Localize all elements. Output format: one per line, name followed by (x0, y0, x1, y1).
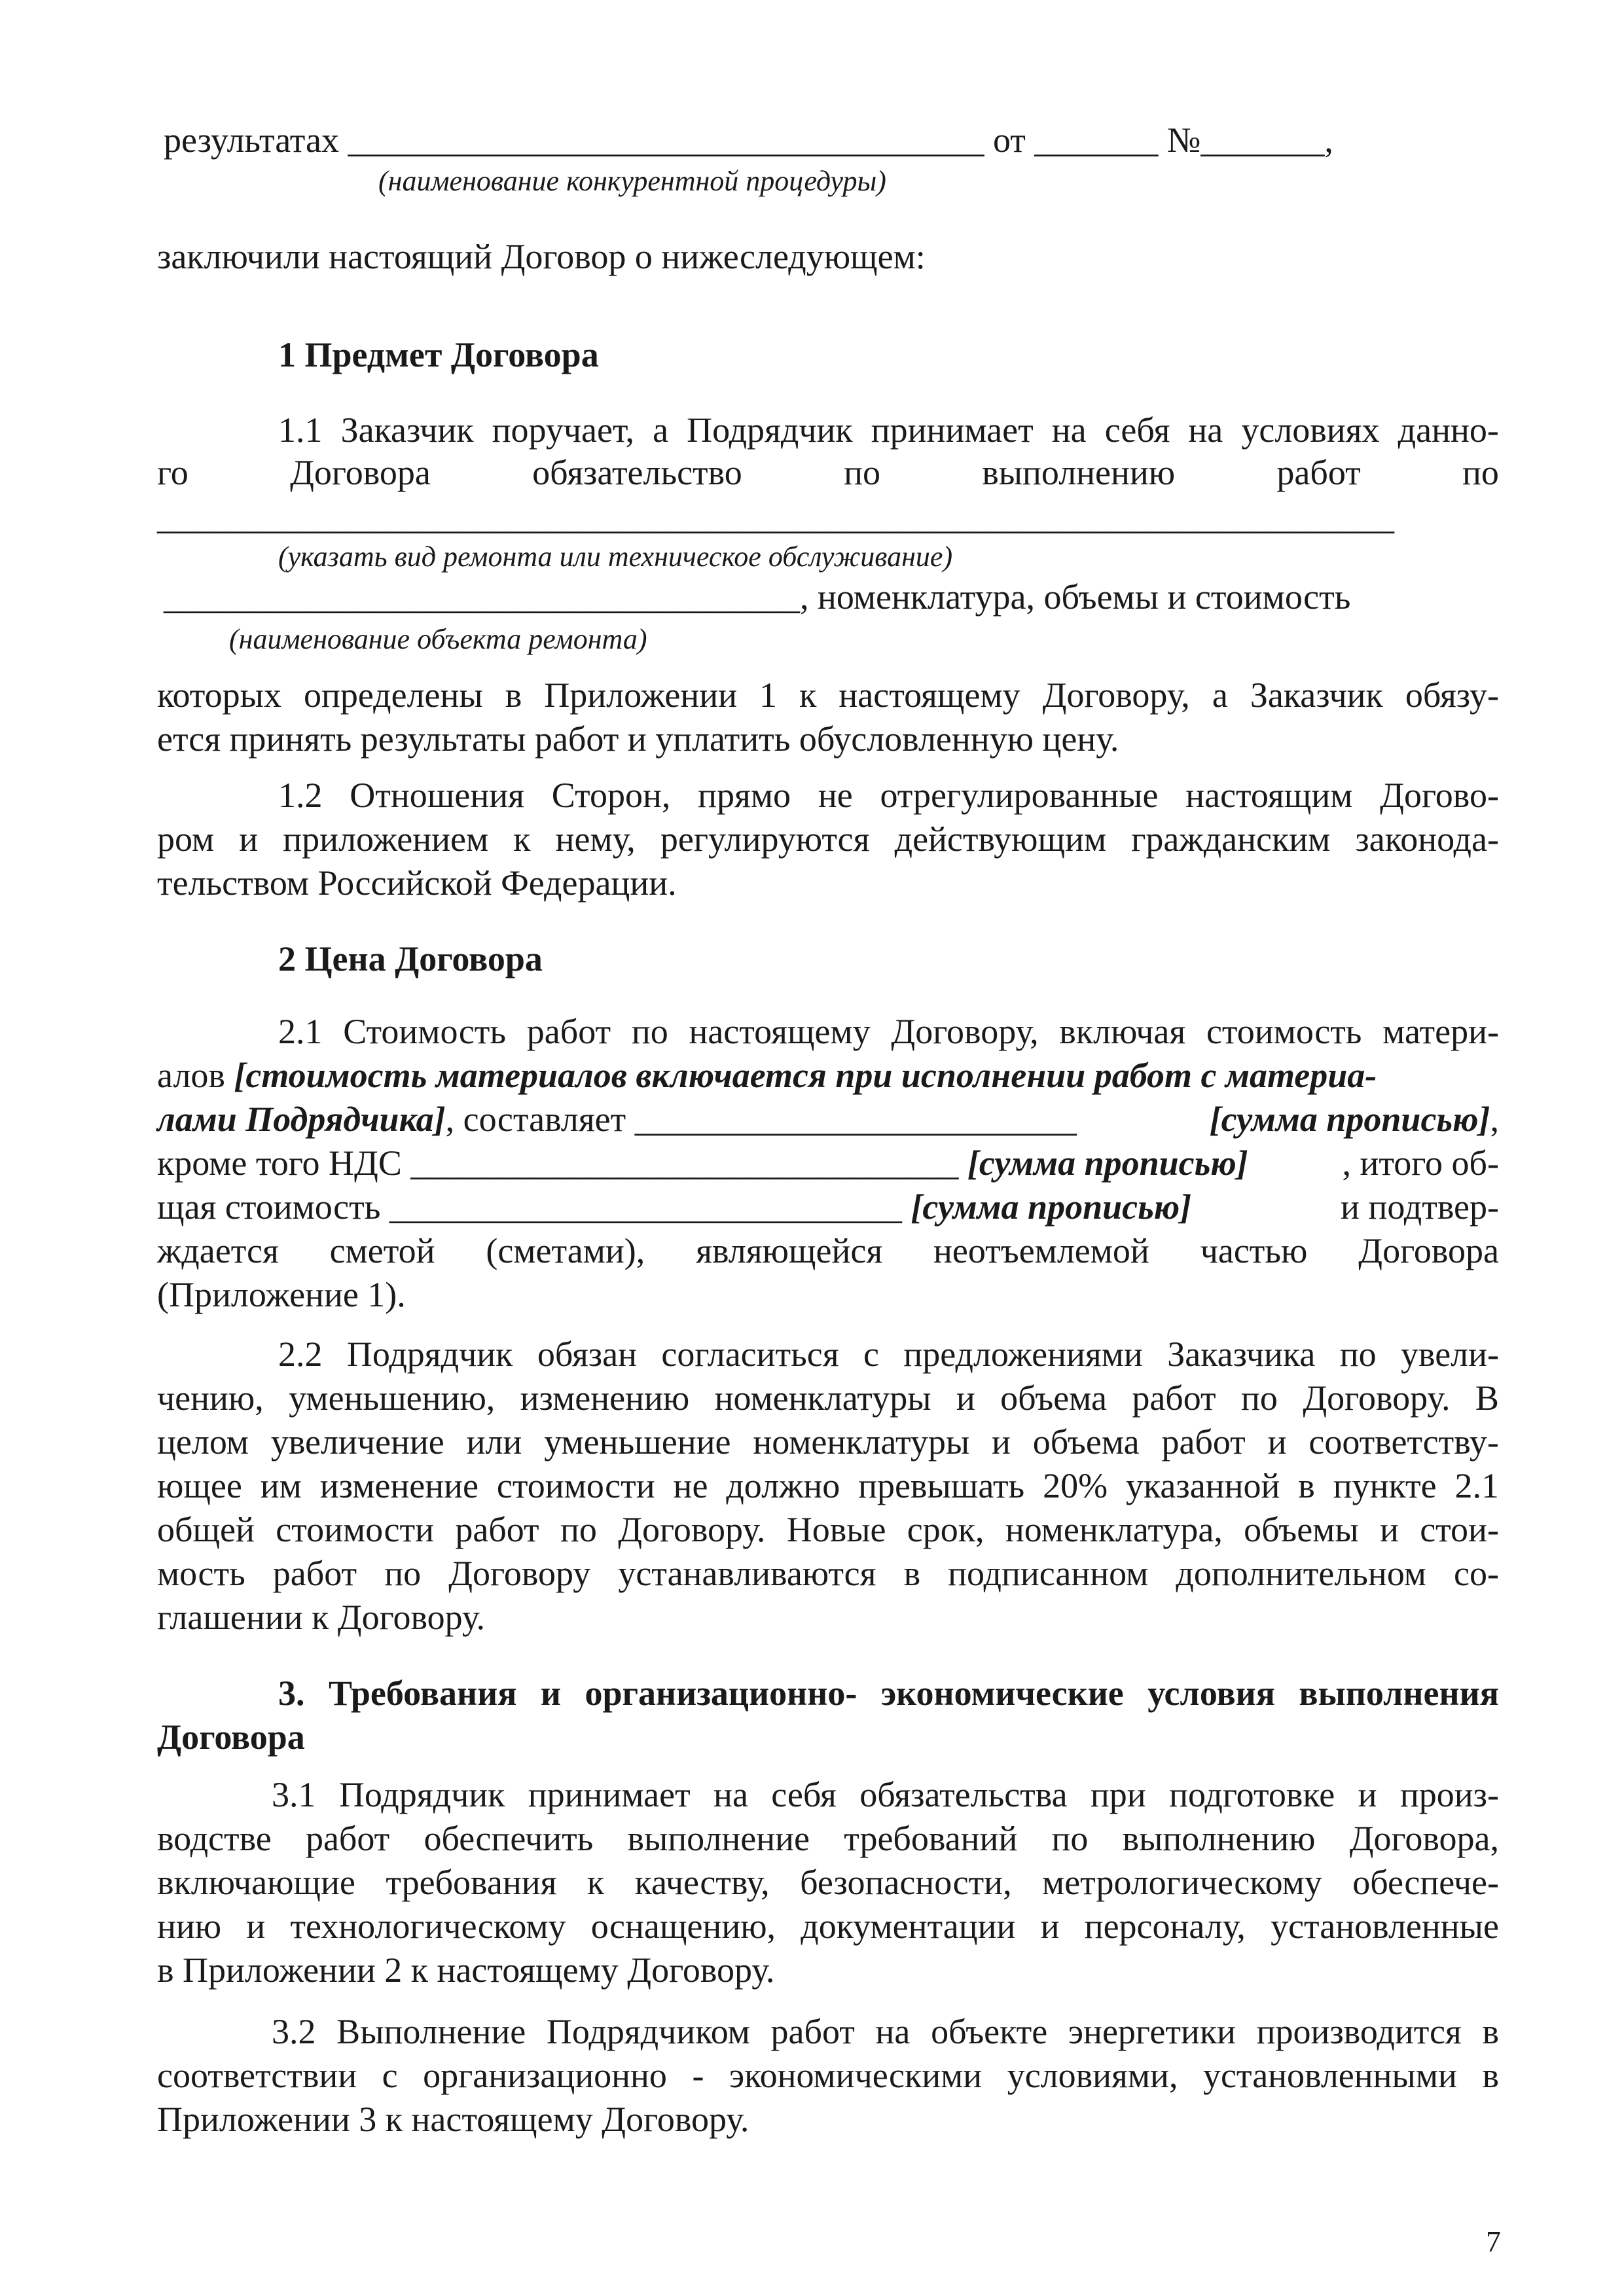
word: водстве (157, 1819, 272, 1858)
word: по (1051, 1819, 1089, 1858)
clause-2-1-line-1 (278, 1011, 1499, 1052)
word: производится (1256, 2012, 1462, 2051)
word: принимает (871, 410, 1034, 450)
word: 2.2 (278, 1335, 323, 1374)
word: которых (157, 675, 281, 715)
clause-1-1-line-6: ется принять результаты работ и уплатить обусловленную цену. (157, 719, 1119, 759)
word: организационно (423, 2056, 667, 2095)
word: с (863, 1335, 879, 1374)
section-1-heading: 1 Предмет Договора (278, 335, 599, 374)
word: регулируются (660, 819, 870, 859)
word: по (1241, 1378, 1278, 1418)
materials-note: [стоимость материалов включается при исполнении работ с материа- (234, 1056, 1377, 1095)
text: щая стоимость _____________________________ (157, 1187, 911, 1227)
clause-3-2-line-3: Приложении 3 к настоящему Договору. (157, 2100, 749, 2139)
word: гражданским (1131, 819, 1331, 859)
word: энергетики (1068, 2012, 1236, 2051)
word: 3.2 (272, 2012, 316, 2051)
word: увели- (1401, 1335, 1499, 1374)
word: Договору, (891, 1012, 1039, 1051)
amount-in-words-placeholder: [сумма прописью] (1209, 1100, 1490, 1139)
word: обеспечить (424, 1819, 594, 1858)
word: и (246, 1907, 266, 1946)
clause-2-1-line-6 (157, 1230, 1499, 1272)
word: персоналу, (1084, 1907, 1246, 1946)
repair-type-caption: (указать вид ремонта или техническое обслуживание) (278, 541, 953, 573)
word: пункте (1333, 1466, 1437, 1505)
word: уменьшению, (289, 1378, 496, 1418)
word: обязательства (859, 1775, 1068, 1814)
word: ющее (157, 1466, 242, 1505)
word: в (903, 1554, 921, 1593)
repair-object-line: ____________________________________, номенклатура, объемы и стоимость (164, 577, 1351, 617)
clause-1-2-line-1 (278, 774, 1499, 816)
text: алов (157, 1056, 234, 1095)
word: установленными (1202, 2056, 1457, 2095)
word: на (713, 1775, 748, 1814)
clause-3-2-line-1 (272, 2011, 1499, 2053)
word: и (540, 1674, 562, 1713)
word: работ (272, 1554, 357, 1593)
word: на (1188, 410, 1223, 450)
clause-3-1-line-4 (157, 1905, 1499, 1947)
word: объема (1000, 1378, 1107, 1418)
word: уменьшение (544, 1422, 731, 1462)
word: должно (726, 1466, 840, 1505)
word: оснащению, (590, 1907, 776, 1946)
word: не (673, 1466, 708, 1505)
word: работ (305, 1819, 390, 1858)
word: общей (157, 1510, 255, 1549)
word: работ (1161, 1422, 1246, 1462)
word: номенклатуры (753, 1422, 970, 1462)
word: к (799, 675, 817, 715)
word: отрегулированные (880, 776, 1159, 815)
word: номенклатура, (1005, 1510, 1223, 1549)
word: изменению (520, 1378, 690, 1418)
clause-2-1-line-5 (157, 1186, 1499, 1228)
word: экономическими (729, 2056, 983, 2095)
word: со- (1454, 1554, 1499, 1593)
procedure-results-line: результатах ____________________________________ от _______ №_______, (164, 120, 1333, 160)
word: и (1358, 1775, 1377, 1814)
word: настоящему (839, 675, 1020, 715)
word: им (260, 1466, 302, 1505)
word: настоящим (1185, 776, 1353, 815)
word: действующим (894, 819, 1107, 859)
word: мость (157, 1554, 245, 1593)
word: Стоимость (343, 1012, 507, 1051)
materials-note-end: лами Подрядчика] (157, 1100, 446, 1139)
word: технологическому (290, 1907, 566, 1946)
word: поручает, (492, 410, 634, 450)
word: Сторон, (551, 776, 671, 815)
word: организационно- (585, 1674, 857, 1713)
word: по (844, 453, 880, 492)
clause-2-2-line-1 (278, 1333, 1499, 1375)
word: стоимости (276, 1510, 434, 1549)
total-in-words-placeholder: [сумма прописью] (911, 1187, 1192, 1227)
word: выполнению (1122, 1819, 1316, 1858)
line-start (157, 1186, 1191, 1228)
word: Заказчика (1167, 1335, 1316, 1374)
word: и (956, 1378, 975, 1418)
intro-line: заключили настоящий Договор о нижеследующем: (157, 237, 926, 276)
line-start (157, 1098, 1077, 1140)
word: по (1462, 453, 1499, 492)
word: увеличение (270, 1422, 444, 1462)
word: обязательство (532, 453, 742, 492)
word: объемы (1244, 1510, 1359, 1549)
word: требования (386, 1863, 557, 1902)
word: и (992, 1422, 1011, 1462)
word: В (1475, 1378, 1499, 1418)
word: дополнительном (1176, 1554, 1426, 1593)
word: Отношения (350, 776, 524, 815)
word: Договору. (1303, 1378, 1451, 1418)
clause-1-1-line-2 (157, 452, 1499, 493)
word: 20% (1043, 1466, 1108, 1505)
word: согласиться (661, 1335, 839, 1374)
word: Договора, (1349, 1819, 1499, 1858)
word: установленные (1271, 1907, 1499, 1946)
word: матери- (1382, 1012, 1499, 1051)
word: Приложении (544, 675, 738, 715)
word: Новые (786, 1510, 886, 1549)
word: экономические (880, 1674, 1124, 1713)
word: стои- (1420, 1510, 1499, 1549)
word: устанавливаются (618, 1554, 876, 1593)
word: в (1482, 2012, 1499, 2051)
clause-3-2-line-2 (157, 2054, 1499, 2096)
word: не (818, 776, 853, 815)
word: целом (157, 1422, 249, 1462)
word: 1.2 (278, 776, 323, 815)
word: Заказчик (340, 410, 474, 450)
word: ром (157, 819, 215, 859)
word: данно- (1398, 410, 1499, 450)
word: чению, (157, 1378, 264, 1418)
word: работ (1132, 1378, 1216, 1418)
word: неотъемлемой (933, 1231, 1149, 1270)
word: превышать (858, 1466, 1025, 1505)
word: Заказчик (1250, 675, 1383, 715)
word: и (1379, 1510, 1399, 1549)
word: в (505, 675, 522, 715)
clause-2-2-line-2 (157, 1377, 1499, 1419)
line-start (157, 1142, 1248, 1184)
word: а (653, 410, 669, 450)
word: на (1051, 410, 1087, 450)
word: Подрядчик (687, 410, 853, 450)
word: выполнение (627, 1819, 810, 1858)
word: к (513, 819, 531, 859)
word: и (1040, 1907, 1060, 1946)
word: себя (1104, 410, 1170, 450)
word: на (875, 2012, 911, 2051)
clause-2-2-line-5 (157, 1509, 1499, 1551)
word: 3.1 (272, 1775, 316, 1814)
procedure-name-caption: (наименование конкурентной процедуры) (378, 165, 886, 197)
word: или (466, 1422, 522, 1462)
clause-3-1-line-1 (272, 1774, 1499, 1816)
word: безопасности, (800, 1863, 1012, 1902)
word: метрологическому (1042, 1863, 1322, 1902)
word: сметой (329, 1231, 435, 1270)
clause-2-2-line-6 (157, 1552, 1499, 1594)
word: Подрядчик (346, 1335, 513, 1374)
word: условиями, (1007, 2056, 1178, 2095)
word: настоящему (689, 1012, 871, 1051)
word: в (1482, 2056, 1499, 2095)
word: требований (844, 1819, 1018, 1858)
word: к (586, 1863, 605, 1902)
word: прямо (698, 776, 791, 815)
word: законода- (1355, 819, 1499, 859)
word: Договору, (1042, 675, 1190, 715)
clause-2-1-line-2 (157, 1054, 1499, 1096)
word: - (692, 2056, 704, 2095)
word: работ (770, 2012, 855, 2051)
word: Договора (1358, 1231, 1499, 1270)
word: подписанном (948, 1554, 1149, 1593)
word: произ- (1399, 1775, 1499, 1814)
word: качеству, (634, 1863, 770, 1902)
word: документации (801, 1907, 1016, 1946)
clause-2-2-line-3 (157, 1421, 1499, 1463)
word: Подрядчиком (546, 2012, 750, 2051)
clause-1-1-line-5 (157, 674, 1499, 716)
word: обеспече- (1352, 1863, 1499, 1902)
word: в (1298, 1466, 1315, 1505)
word: обязан (537, 1335, 637, 1374)
text: , (1490, 1100, 1499, 1139)
line-end (1210, 1098, 1499, 1140)
word: го (157, 453, 189, 492)
word: с (382, 2056, 398, 2095)
section-3-heading (278, 1672, 1499, 1714)
word: подготовке (1169, 1775, 1335, 1814)
word: объекте (931, 2012, 1048, 2051)
word: обязу- (1405, 675, 1499, 715)
word: работ (455, 1510, 539, 1549)
word: Подрядчик (338, 1775, 505, 1814)
word: Выполнение (336, 2012, 526, 2051)
word: Догово- (1380, 776, 1499, 815)
word: условия (1147, 1674, 1275, 1713)
word: 3. (278, 1674, 305, 1713)
word: принимает (528, 1775, 691, 1814)
word: предложениями (903, 1335, 1143, 1374)
word: являющейся (696, 1231, 883, 1270)
page-number: 7 (1486, 2225, 1501, 2258)
clause-2-2-line-4 (157, 1465, 1499, 1507)
clause-3-1-line-3 (157, 1861, 1499, 1903)
word: включая (1059, 1012, 1186, 1051)
word: соответствии (157, 2056, 357, 2095)
word: работ (1276, 453, 1361, 492)
word: нему, (555, 819, 636, 859)
word: частью (1200, 1231, 1308, 1270)
word: приложением (283, 819, 489, 859)
word: включающие (157, 1863, 355, 1902)
word: по (560, 1510, 597, 1549)
clause-2-2-line-7: глашении к Договору. (157, 1598, 485, 1637)
repair-object-caption: (наименование объекта ремонта) (229, 623, 647, 655)
word: Договору (448, 1554, 591, 1593)
word: 2.1 (1454, 1466, 1499, 1505)
word: 1.1 (278, 410, 323, 450)
word: 2.1 (278, 1012, 323, 1051)
clause-2-1-line-3 (157, 1098, 1499, 1140)
word: 1 (759, 675, 778, 715)
word: а (1212, 675, 1228, 715)
word: Требования (328, 1674, 517, 1713)
section-3-heading-end: Договора (157, 1717, 305, 1757)
repair-type-blank: ______________________________________________________________________ (157, 497, 1394, 537)
text: , составляет _________________________ (445, 1100, 1077, 1139)
word: Договора (290, 453, 431, 492)
word: срок, (907, 1510, 984, 1549)
clause-2-1-line-4 (157, 1142, 1499, 1184)
word: по (631, 1012, 668, 1051)
word: ждается (157, 1231, 279, 1270)
word: и (239, 819, 259, 859)
word: стоимость (1206, 1012, 1362, 1051)
word: объема (1032, 1422, 1140, 1462)
word: выполнения (1299, 1674, 1499, 1713)
word: стоимости (496, 1466, 655, 1505)
word: определены (303, 675, 483, 715)
vat-in-words-placeholder: [сумма прописью] (967, 1143, 1248, 1183)
word: соответству- (1308, 1422, 1499, 1462)
word: номенклатуры (714, 1378, 931, 1418)
clause-1-2-line-2 (157, 818, 1499, 860)
text: , итого об- (1342, 1143, 1499, 1183)
word: Договору. (618, 1510, 766, 1549)
word: работ (526, 1012, 611, 1051)
section-2-heading: 2 Цена Договора (278, 939, 543, 978)
text: и подтвер- (1341, 1187, 1499, 1227)
word: изменение (319, 1466, 478, 1505)
word: при (1090, 1775, 1146, 1814)
word: указанной (1125, 1466, 1280, 1505)
word: условиях (1241, 410, 1380, 450)
word: нию (157, 1907, 222, 1946)
word: выполнению (982, 453, 1176, 492)
word: по (1339, 1335, 1377, 1374)
word: и (1267, 1422, 1287, 1462)
clause-3-1-line-5: в Приложении 2 к настоящему Договору. (157, 1950, 775, 1990)
word: себя (771, 1775, 837, 1814)
text: кроме того НДС _______________________________ (157, 1143, 967, 1183)
clause-2-1-line-7: (Приложение 1). (157, 1275, 406, 1314)
word: (сметами), (486, 1231, 645, 1270)
clause-3-1-line-2 (157, 1818, 1499, 1859)
word: по (384, 1554, 422, 1593)
clause-1-1-line-1 (278, 409, 1499, 451)
clause-1-2-line-3: тельством Российской Федерации. (157, 863, 677, 903)
